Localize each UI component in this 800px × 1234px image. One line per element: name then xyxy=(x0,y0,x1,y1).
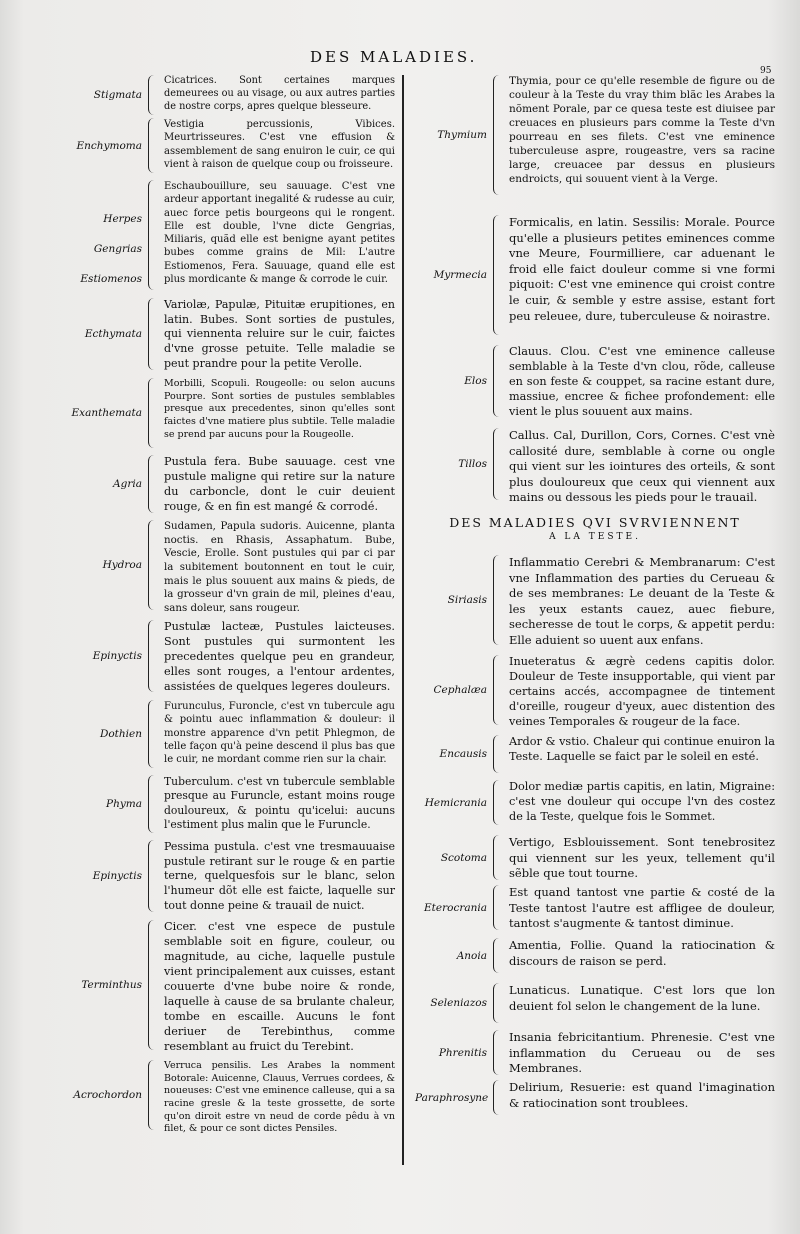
term-label: Thymium xyxy=(437,129,487,141)
brace xyxy=(148,118,159,173)
term-label: Dothien xyxy=(99,728,142,740)
entry-paraphrosyne xyxy=(415,1080,775,1115)
entry-encausis xyxy=(415,735,775,773)
entry-hydroa xyxy=(70,520,395,615)
entry-definition: Lunaticus. Lunatique. C'est lors que lon deuient fol selon le changement de la lune. xyxy=(509,983,775,1013)
brace xyxy=(148,1060,159,1130)
brace xyxy=(148,75,159,115)
entry-definition: Insania febricitantium. Phrenesie. C'est vne inflammation du Cerueau ou de ses Membranes. xyxy=(509,1030,775,1076)
term-label: Hydroa xyxy=(102,559,142,571)
entry-eterocrania xyxy=(415,885,775,932)
running-header: DES MALADIES. xyxy=(310,48,478,66)
brace xyxy=(493,428,504,500)
entry-myrmecia xyxy=(415,215,775,335)
entry-terminthus xyxy=(70,920,395,1055)
entry-definition: Sudamen, Papula sudoris. Auicenne, planta noctis. en Rhasis, Assaphatum. Bube, Vescie, Erolle. Sont pustules qui par ci par la subitement boutonnent en tout le cuir, mais le plus souuent aux mains & pieds, de la grosseur d'vn grain de mil, pleines d'eau, sans doleur, sans rougeur. xyxy=(164,520,395,614)
entry-definition: Tuberculum. c'est vn tubercule semblable presque au Furuncle, estant moins rouge douloureux, & pointu qu'icelui: aucuns l'estiment plus malin que le Furuncle. xyxy=(164,775,395,831)
entry-term xyxy=(70,75,148,103)
entry-dothien xyxy=(70,700,395,768)
entry-term xyxy=(415,735,493,762)
brace xyxy=(148,520,159,610)
term-label: Herpes xyxy=(103,213,142,225)
entry-term xyxy=(70,700,148,742)
entry-definition: Dolor mediæ partis capitis, en latin, Migraine: c'est vne douleur qui occupe l'vn des costez de la Teste, quelque fois le Sommet. xyxy=(509,780,775,823)
entry-definition: Variolæ, Papulæ, Pituitæ erupitiones, en latin. Bubes. Sont sorties de pustules, qui viennenta reluire sur le cuir, faictes d'vne grosse petuite. Telle maladie se peut prandre pour la petite Verolle. xyxy=(164,298,395,370)
brace xyxy=(493,780,504,825)
entry-term xyxy=(415,428,493,472)
entry-term xyxy=(415,1080,493,1106)
entry-definition: Eschaubouillure, seu sauuage. C'est vne ardeur apportant inegalité & rudesse au cuir, auec force petis bourgeons qui le rongent. Elle est double, l'vne dicte Gengrias, Miliaris, quãd elle est benigne ayant petites bubes comme grains de Mil: L'autre Estiomenos, Fera. Sauuage, quand elle est plus mordicante & mange & corrode le cuir. xyxy=(164,181,395,286)
entry-definition: Callus. Cal, Durillon, Cors, Cornes. C'est vnè callosité dure, semblable à corne ou ongle qui vient sur les iointures des orteils, & sont plus douloureux que ceux qui viennent aux mains ou dessous les pieds pour le trauail. xyxy=(509,428,775,505)
entry-term xyxy=(415,780,493,811)
entry-acrochordon xyxy=(70,1060,395,1136)
brace xyxy=(493,1080,504,1115)
term-label: Anoia xyxy=(456,949,487,962)
term-label: Terminthus xyxy=(81,979,142,991)
entry-definition: Furunculus, Furoncle, c'est vn tubercule agu & pointu auec inflammation & douleur: il monstre apparence d'vn petit Phlegmon, de telle façon qu'à peine descend il plus bas que le cuir, ne mordant comme rien sur la chair. xyxy=(164,701,395,766)
entry-definition: Est quand tantost vne partie & costé de la Teste tantost l'autre est affligee de douleur, tantost s'augmente & tantost diminue. xyxy=(509,885,775,931)
term-label: Epinyctis xyxy=(92,650,142,662)
entry-term xyxy=(415,885,493,916)
entry-term xyxy=(70,118,148,154)
page-number: 95 xyxy=(760,66,772,76)
entry-hemicrania xyxy=(415,780,775,825)
brace xyxy=(493,835,504,880)
term-label: Gengrias xyxy=(93,243,142,255)
term-label: Agria xyxy=(113,478,142,490)
brace xyxy=(493,938,504,973)
column-divider xyxy=(402,75,404,1165)
term-label: Enchymoma xyxy=(76,139,142,152)
brace xyxy=(493,983,504,1023)
entry-term xyxy=(70,378,148,421)
brace xyxy=(493,75,504,195)
brace xyxy=(493,345,504,417)
entry-term xyxy=(70,455,148,492)
term-label: Hemicrania xyxy=(424,796,487,809)
entry-term xyxy=(70,520,148,573)
entry-term xyxy=(415,655,493,698)
entry-definition: Clauus. Clou. C'est vne eminence calleuse semblable à la Teste d'vn clou, rõde, calleuse en son feste & couppet, sa racine estant dure, massiue, encree & fichee profondement: elle vient le plus souuent aux mains. xyxy=(509,345,775,418)
entry-term xyxy=(70,298,148,342)
term-label: Elos xyxy=(464,375,487,387)
entry-stigmata xyxy=(70,75,395,115)
term-label: Myrmecia xyxy=(433,269,487,281)
term-label: Scotoma xyxy=(440,851,487,864)
brace xyxy=(493,215,504,335)
term-label: Ecthymata xyxy=(84,328,142,340)
entry-herpes xyxy=(70,180,395,301)
brace xyxy=(493,1030,504,1075)
term-label: Paraphrosyne xyxy=(415,1091,489,1104)
section-title: DES MALADIES QVI SVRVIENNENT xyxy=(449,515,741,530)
term-label: Exanthemata xyxy=(71,407,142,419)
entry-siriasis xyxy=(415,555,775,649)
entry-definition: Vertigo, Esblouissement. Sont tenebrositez qui viennent sur les yeux, tellement qu'il sẽble que tout tourne. xyxy=(509,835,775,881)
entry-term xyxy=(415,345,493,389)
entry-term xyxy=(415,1030,493,1061)
entry-term xyxy=(415,983,493,1011)
term-label: Epinyctis xyxy=(92,870,142,882)
entry-term xyxy=(70,1060,148,1103)
brace xyxy=(148,298,159,370)
term-label: Tillos xyxy=(458,458,487,470)
term-label: Stigmata xyxy=(93,89,142,101)
entry-anoia xyxy=(415,938,775,973)
entry-definition: Cicer. c'est vne espece de pustule semblable soit en figure, couleur, ou magnitude, au ciche, laquelle pustule vient principalement aux cuisses, estant couuerte d'vne bube noire & ronde, laquelle à cause de sa brulante chaleur, tombe en escaille. Aucuns le font deriuer de Terebinthus, comme resemblant au fruict du Terebint. xyxy=(164,920,395,1053)
entry-term xyxy=(415,215,493,283)
term-label: Eterocrania xyxy=(424,901,487,914)
entry-definition: Thymia, pour ce qu'elle resemble de figure ou de couleur à la Teste du vray thim blãc les Arabes la nõment Porale, par ce quesa teste est diuisee par creuaces en plusieurs pars comme la Teste d'vn pourreau en ses filets. C'est vne eminence tuberculeuse aspre, rougeastre, vers sa racine large, creuacee par dessus en plusieurs endroicts, qui souuent vient à la Verge. xyxy=(509,75,775,185)
brace xyxy=(148,455,159,513)
entry-elos xyxy=(415,345,775,420)
term-label: Encausis xyxy=(439,748,487,760)
entry-epinyctis xyxy=(70,840,395,913)
entry-term xyxy=(70,840,148,884)
brace xyxy=(148,378,159,448)
term-label: Acrochordon xyxy=(73,1089,142,1101)
entry-epinyctis xyxy=(70,620,395,695)
term-label: Phyma xyxy=(106,798,142,810)
entry-seleniazos xyxy=(415,983,775,1023)
entry-definition: Pustulæ lacteæ, Pustules laicteuses. Sont pustules qui surmontent les precedentes quelque peu en grandeur, elles sont rouges, a l'entour ardentes, assistées de quelques legeres douleurs. xyxy=(164,620,395,693)
entry-definition: Inflammatio Cerebri & Membranarum: C'est vne Inflammation des parties du Cerueau & de ses membranes: Le deuant de la Teste & les yeux estants cauez, auec fiebure, secheresse de tout le corps, & appetit perdu: Elle aduient so uuent aux enfans. xyxy=(509,555,775,647)
entry-thymium xyxy=(415,75,775,195)
term-label: Phrenitis xyxy=(438,1046,487,1059)
entry-definition: Formicalis, en latin. Sessilis: Morale. Pource qu'elle a plusieurs petites eminences comme vne Meure, Fourmilliere, car aduenant le froid elle faict douleur comme si vne formi piquoit: C'est vne eminence qui croist contre le cuir, & semble y estre assise, estant fort peu releuee, dure, tuberculeuse & noirastre. xyxy=(509,215,775,323)
entry-cephala xyxy=(415,655,775,730)
entry-definition: Pessima pustula. c'est vne tresmauuaise pustule retirant sur le rouge & en partie terne, quelquesfois sur le blanc, selon l'humeur dõt elle est faicte, laquelle sur tout donne peine & trauail de nuict. xyxy=(164,840,395,912)
entry-term xyxy=(415,555,493,608)
entry-exanthemata xyxy=(70,378,395,448)
term-label: Siriasis xyxy=(447,594,487,606)
entry-phyma xyxy=(70,775,395,833)
section-subtitle: A LA TESTE. xyxy=(549,532,641,542)
entry-term xyxy=(415,835,493,866)
entry-definition: Ardor & vstio. Chaleur qui continue enuiron la Teste. Laquelle se faict par le soleil en esté. xyxy=(509,735,775,763)
entry-definition: Cicatrices. Sont certaines marques demeurees ou au visage, ou aux autres parties de nostre corps, apres quelque blesseure. xyxy=(164,75,395,112)
entry-scotoma xyxy=(415,835,775,882)
brace xyxy=(148,840,159,912)
entry-term xyxy=(70,775,148,812)
brace xyxy=(493,735,504,773)
term-label: Cephalæa xyxy=(433,684,487,696)
term-label: Seleniazos xyxy=(430,997,487,1009)
brace xyxy=(493,655,504,725)
entry-ecthymata xyxy=(70,298,395,371)
brace xyxy=(148,620,159,692)
entry-definition: Morbilli, Scopuli. Rougeolle: ou selon aucuns Pourpre. Sont sorties de pustules semblables presque aux precedentes, sinon qu'elles sont faictes d'vne matiere plus subtile. Telle maladie se prend par aucuns pour la Rougeolle. xyxy=(164,378,395,440)
entry-tillos xyxy=(415,428,775,506)
entry-definition: Amentia, Follie. Quand la ratiocination & discours de raison se perd. xyxy=(509,938,775,968)
brace xyxy=(148,180,159,290)
brace xyxy=(493,885,504,930)
entry-term xyxy=(70,920,148,993)
entry-definition: Inueteratus & ægrè cedens capitis dolor. Douleur de Teste insupportable, qui vient par certains accés, accompagnee de tintement d'oreille, rougeur d'yeux, auec distention des veines Temporales & rougeur de la face. xyxy=(509,655,775,728)
entry-definition: Pustula fera. Bube sauuage. cest vne pustule maligne qui retire sur la nature du carboncle, dont le cuir deuient rouge, & en fin est mangé & corrodé. xyxy=(164,455,395,513)
entry-definition: Vestigia percussionis, Vibices. Meurtrisseures. C'est vne effusion & assemblement de sang enuiron le cuir, ce qui vient à raison de quelque coup ou froisseure. xyxy=(164,119,395,170)
brace xyxy=(148,700,159,768)
entry-enchymoma xyxy=(70,118,395,173)
brace xyxy=(493,555,504,645)
entry-term xyxy=(415,75,493,143)
entry-agria xyxy=(70,455,395,515)
term-label: Estiomenos xyxy=(80,273,142,285)
entry-term xyxy=(70,180,148,301)
brace xyxy=(148,920,159,1050)
entry-definition: Delirium, Resuerie: est quand l'imagination & ratiocination sont troublees. xyxy=(509,1080,775,1110)
entry-phrenitis xyxy=(415,1030,775,1077)
entry-definition: Verruca pensilis. Les Arabes la nomment Botorale: Auicenne, Clauus, Verrues cordees, & noueuses: C'est vne eminence calleuse, qui a sa racine gresle & la teste grossette, de sorte qu'on diroit estre vn neud de corde pêdu à vn filet, & pour ce sont dictes Pensiles. xyxy=(164,1060,395,1135)
entry-term xyxy=(415,938,493,964)
entry-term xyxy=(70,620,148,664)
brace xyxy=(148,775,159,833)
